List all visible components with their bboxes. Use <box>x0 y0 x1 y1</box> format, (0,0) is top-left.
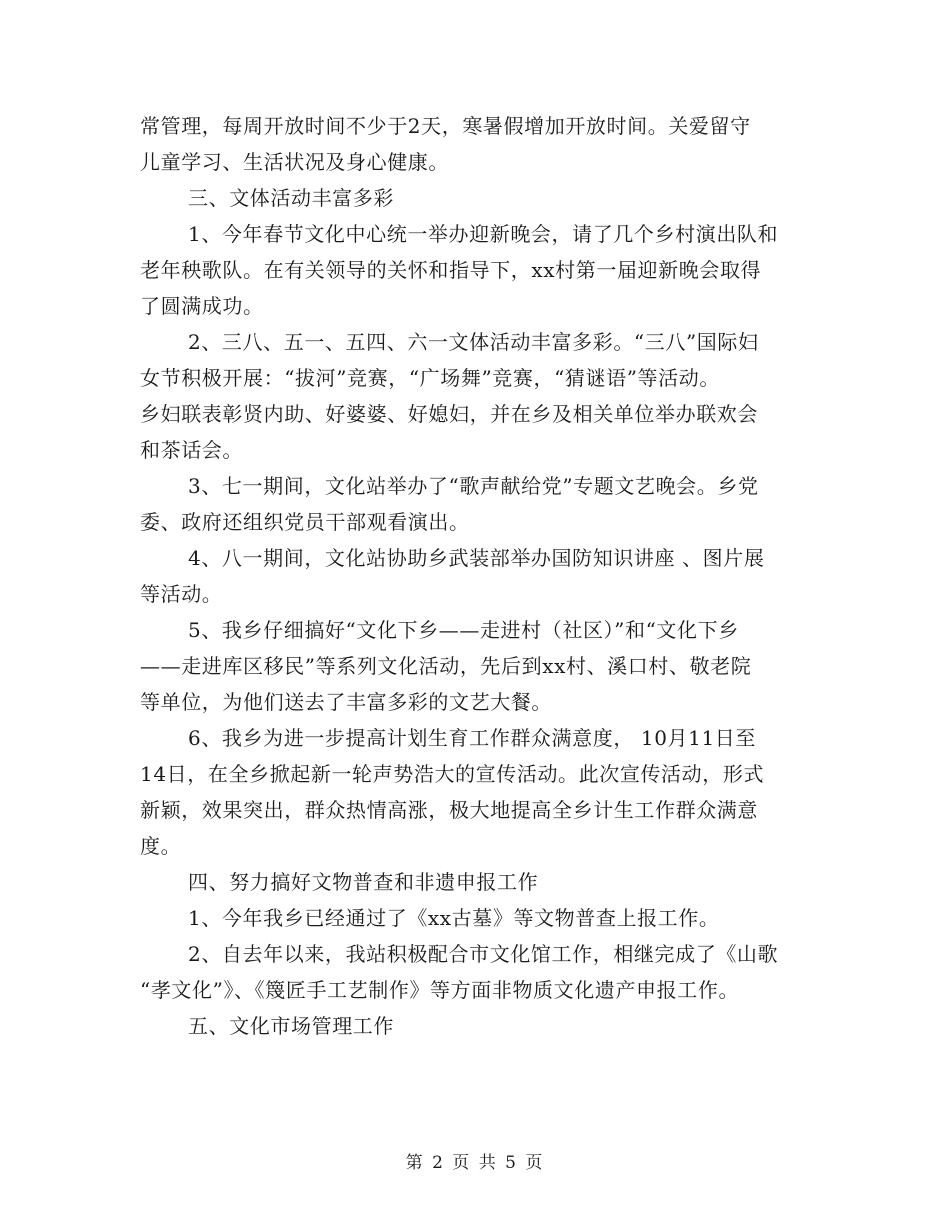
text-line: 2、自去年以来，我站积极配合市文化馆工作，相继完成了《山歌 <box>188 942 779 966</box>
text-line: 6、我乡为进一步提高计划生育工作群众满意度， 10月11日至 <box>188 726 756 750</box>
text-line: 老年秧歌队。在有关领导的关怀和指导下，xx村第一届迎新晚会取得 <box>140 258 762 282</box>
text-line: 度。 <box>140 834 182 858</box>
text-line: 14日，在全乡掀起新一轮声势浩大的宣传活动。此次宣传活动，形式 <box>140 762 765 786</box>
text-line: ——走进库区移民”等系列文化活动，先后到xx村、溪口村、敬老院 <box>140 654 752 678</box>
text-line: 1、今年春节文化中心统一举办迎新晚会，请了几个乡村演出队和 <box>188 222 779 246</box>
text-line: “孝文化”》、《篾匠手工艺制作》等方面非物质文化遗产申报工作。 <box>140 978 740 1002</box>
text-line: 常管理，每周开放时间不少于2天，寒暑假增加开放时间。关爱留守 <box>140 114 751 138</box>
text-line: 3、七一期间，文化站举办了“歌声献给党”专题文艺晚会。乡党 <box>188 474 759 498</box>
document-body <box>140 108 812 1044</box>
text-line: 四、努力搞好文物普查和非遗申报工作 <box>188 870 539 894</box>
text-line: 5、我乡仔细搞好“文化下乡——走进村（社区）”和“文化下乡 <box>188 618 739 642</box>
text-line: 乡妇联表彰贤内助、好婆婆、好媳妇，并在乡及相关单位举办联欢会 <box>140 402 758 426</box>
text-line: 委、政府还组织党员干部观看演出。 <box>140 510 470 534</box>
text-line: 2、三八、五一、五四、六一文体活动丰富多彩。“三八”国际妇 <box>188 330 759 354</box>
text-line: 和茶话会。 <box>140 438 243 462</box>
text-line: 儿童学习、生活状况及身心健康。 <box>140 150 449 174</box>
text-line: 等活动。 <box>140 582 223 606</box>
text-line: 了圆满成功。 <box>140 294 264 318</box>
page-footer: 第 2 页 共 5 页 <box>405 1153 545 1173</box>
text-line: 1、今年我乡已经通过了《xx古墓》等文物普查上报工作。 <box>188 906 720 930</box>
text-line: 等单位，为他们送去了丰富多彩的文艺大餐。 <box>140 690 552 714</box>
text-line: 五、文化市场管理工作 <box>188 1014 394 1038</box>
text-line: 女节积极开展：“拔河”竞赛，“广场舞”竞赛，“猜谜语”等活动。 <box>140 366 720 390</box>
text-line: 新颖，效果突出，群众热情高涨，极大地提高全乡计生工作群众满意 <box>140 798 758 822</box>
text-line: 4、八一期间，文化站协助乡武装部举办国防知识讲座 、图片展 <box>188 546 765 570</box>
text-line: 三、文体活动丰富多彩 <box>188 186 394 210</box>
